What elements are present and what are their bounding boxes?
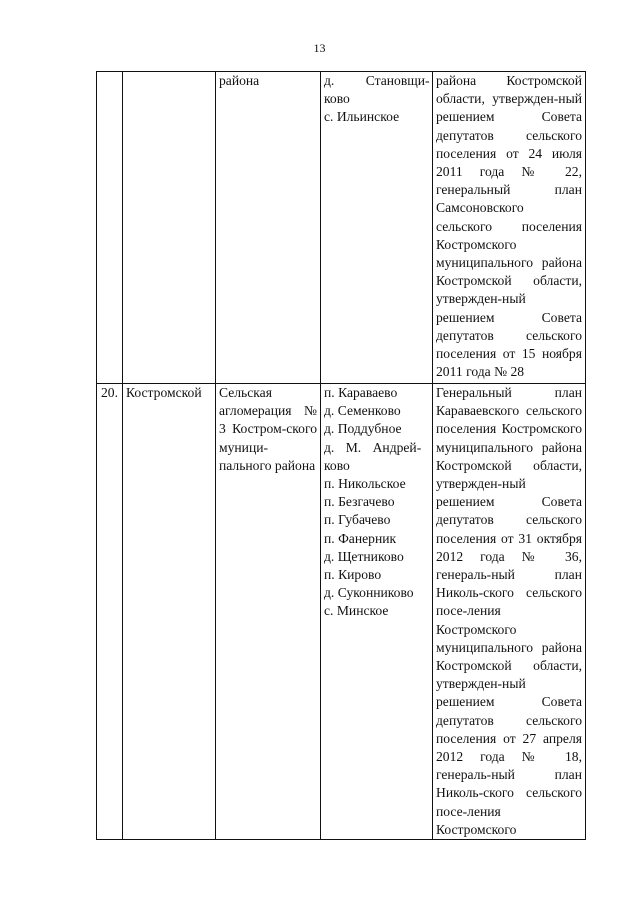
- agglomeration-cell: Сельская агломерация № 3 Костром-ского муници-пального района: [216, 384, 321, 840]
- settlement-line: д. Становщи-: [324, 73, 430, 88]
- settlement-line: ково: [324, 91, 350, 107]
- settlements-cell: [321, 72, 433, 384]
- row-number-cell: [97, 72, 123, 384]
- row-number-cell: 20.: [97, 384, 123, 840]
- settlement-line: п. Губачево: [324, 512, 391, 528]
- settlement-line: д. Суконниково: [324, 585, 414, 601]
- settlement-line: д. М. Андрей-: [324, 439, 422, 455]
- district-cell: Костромской: [123, 384, 216, 840]
- district-cell: [123, 72, 216, 384]
- settlement-line: п. Караваево: [324, 385, 398, 400]
- settlement-table: [96, 71, 586, 840]
- table-row: [97, 384, 586, 840]
- settlement-line: д. Семенково: [324, 403, 401, 419]
- settlement-line: с. Ильинское: [324, 109, 400, 125]
- settlement-line: д. Поддубное: [324, 421, 402, 437]
- page-number: 13: [313, 41, 326, 55]
- settlement-line: ково: [324, 457, 350, 473]
- settlement-line: п. Никольское: [324, 476, 406, 492]
- settlement-line: с. Минское: [324, 603, 389, 619]
- agglomeration-cell: района: [216, 72, 321, 384]
- settlement-line: п. Кирово: [324, 567, 382, 583]
- settlement-line: д. Щетниково: [324, 548, 404, 564]
- settlement-line: п. Фанерник: [324, 530, 397, 546]
- planning-documents-cell: района Костромской области, утвержден-ный решением Совета депутатов сельского поселения от 24 июля 2011 года № 22, генеральный план Самсоновского сельского поселения Костромского муниципального района Костромской области, утвержден-ный решением Совета депутатов сельского поселения от 15 ноября 2011 года № 28: [433, 72, 586, 384]
- table-row: [97, 72, 586, 384]
- settlement-line: п. Безгачево: [324, 494, 395, 510]
- settlements-cell: [321, 384, 433, 840]
- planning-documents-cell: Генеральный план Караваевского сельского поселения Костромского муниципального района Костромской области, утвержден-ный решением Совета депутатов сельского поселения от 31 октября 2012 года № 36, генераль-ный план Николь-ского сельского посе-ления Костромского муниципального района Костромской области, утвержден-ный решением Совета депутатов сельского поселения от 27 апреля 2012 года № 18, генераль-ный план Николь-ского сельского посе-ления Костромского: [433, 384, 586, 840]
